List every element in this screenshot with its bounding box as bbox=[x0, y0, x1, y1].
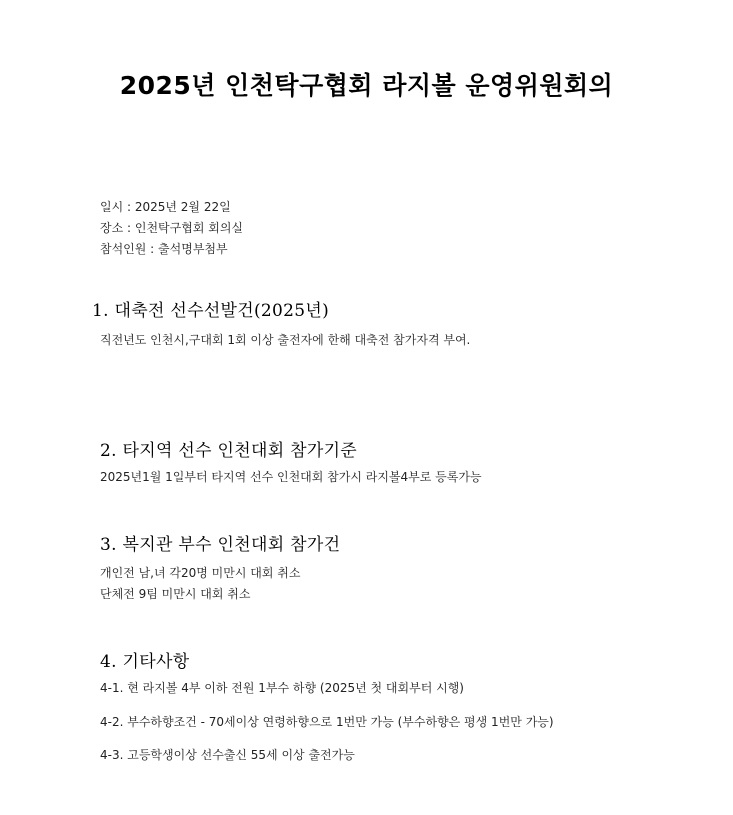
meeting-date: 일시 : 2025년 2월 22일 bbox=[100, 200, 231, 214]
section-2-heading: 2. 타지역 선수 인천대회 참가기준 bbox=[100, 441, 358, 461]
section-4-item-1: 4-1. 현 라지볼 4부 이하 전원 1부수 하향 (2025년 첫 대회부터 시행) bbox=[100, 681, 464, 695]
section-4-item-2: 4-2. 부수하향조건 - 70세이상 연령하향으로 1번만 가능 (부수하향은 평생 1번만 가능) bbox=[100, 715, 554, 729]
meeting-attendees: 참석인원 : 출석명부첨부 bbox=[100, 242, 228, 256]
document-title: 2025년 인천탁구협회 라지볼 운영위원회의 bbox=[119, 71, 614, 100]
section-3-heading: 3. 복지관 부수 인천대회 참가건 bbox=[100, 535, 341, 555]
section-1-line: 직전년도 인천시,구대회 1회 이상 출전자에 한해 대축전 참가자격 부여. bbox=[100, 333, 471, 347]
section-3-line-1: 개인전 남,녀 각20명 미만시 대회 취소 bbox=[100, 566, 301, 580]
meeting-place: 장소 : 인천탁구협회 회의실 bbox=[100, 221, 243, 235]
section-3-line-2: 단체전 9팀 미만시 대회 취소 bbox=[100, 587, 251, 601]
section-2-line: 2025년1월 1일부터 타지역 선수 인천대회 참가시 라지볼4부로 등록가능 bbox=[100, 470, 482, 484]
section-4-heading: 4. 기타사항 bbox=[100, 652, 190, 672]
section-1-heading: 1. 대축전 선수선발건(2025년) bbox=[92, 301, 330, 321]
section-4-item-3: 4-3. 고등학생이상 선수출신 55세 이상 출전가능 bbox=[100, 748, 355, 762]
